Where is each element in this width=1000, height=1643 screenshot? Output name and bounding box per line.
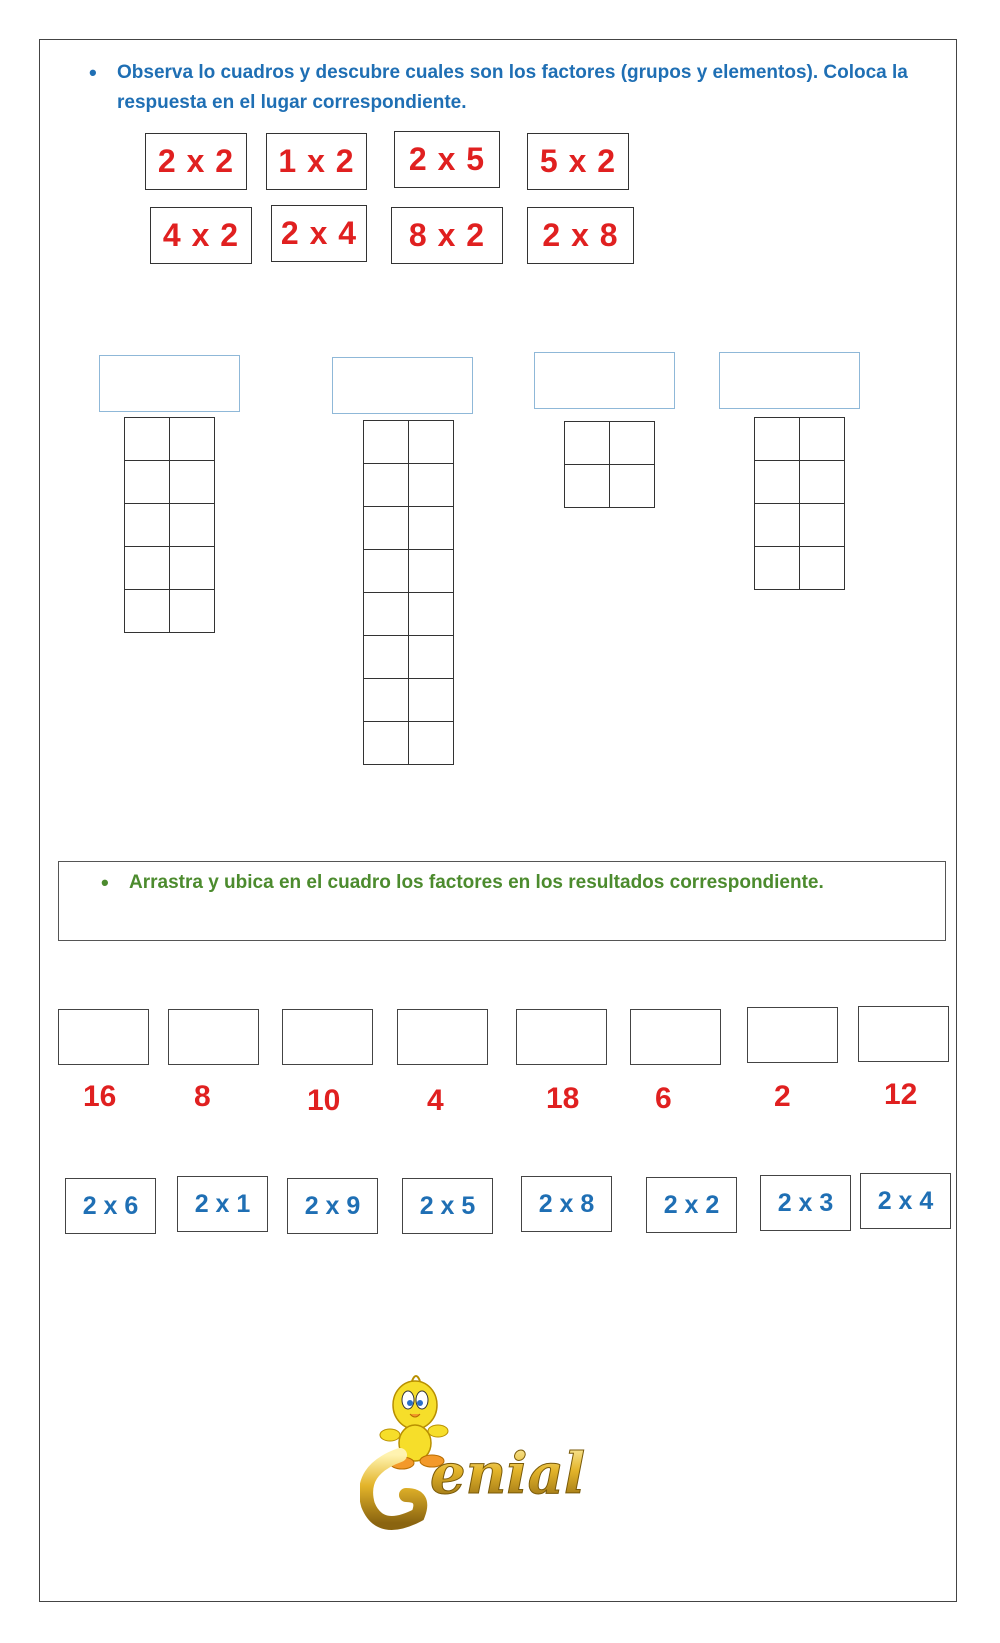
factor-card[interactable]: 4 x 2 [150, 207, 252, 264]
grid-cell [125, 547, 170, 590]
factor-card[interactable]: 2 x 9 [287, 1178, 378, 1234]
grid-cell [610, 465, 655, 508]
result-number: 16 [83, 1080, 117, 1113]
grid-cell [409, 550, 454, 593]
grid-cell [409, 722, 454, 765]
grid-cell [800, 418, 845, 461]
answer-slot[interactable] [332, 357, 473, 414]
grid-cell [409, 636, 454, 679]
drop-slot[interactable] [630, 1009, 721, 1065]
grid-cell [125, 418, 170, 461]
grid-cell [565, 465, 610, 508]
grid-cell [610, 422, 655, 465]
factor-card[interactable]: 2 x 5 [402, 1178, 493, 1234]
grid-cell [364, 722, 409, 765]
grid-cell [409, 679, 454, 722]
result-number: 12 [884, 1078, 918, 1111]
svg-text:enial: enial [430, 1441, 586, 1507]
factor-card[interactable]: 8 x 2 [391, 207, 503, 264]
factor-card[interactable]: 2 x 1 [177, 1176, 268, 1232]
genial-image [360, 1345, 615, 1540]
grid-cell [755, 504, 800, 547]
instruction-text: Observa lo cuadros y descubre cuales son los factores (grupos y elementos). Coloca la respuesta en el lugar correspondiente. [117, 62, 908, 113]
grid-cell [409, 593, 454, 636]
grid-cell [170, 418, 215, 461]
drop-slot[interactable] [397, 1009, 488, 1065]
factor-card[interactable]: 2 x 8 [521, 1176, 612, 1232]
grid-cell [125, 504, 170, 547]
grid-cell [170, 547, 215, 590]
grid-cell [755, 547, 800, 590]
grid-cell [800, 504, 845, 547]
factor-card[interactable]: 1 x 2 [266, 133, 367, 190]
answer-slot[interactable] [534, 352, 675, 409]
instruction-drag [101, 868, 929, 898]
result-number: 18 [546, 1082, 580, 1115]
factor-card[interactable]: 2 x 6 [65, 1178, 156, 1234]
factor-card[interactable]: 2 x 4 [860, 1173, 951, 1229]
grid-cell [170, 590, 215, 633]
drop-slot[interactable] [168, 1009, 259, 1065]
grid-cell [755, 418, 800, 461]
result-number: 6 [655, 1082, 672, 1115]
drop-slot[interactable] [516, 1009, 607, 1065]
result-number: 10 [307, 1084, 341, 1117]
grid-cell [170, 504, 215, 547]
grid-cell [364, 507, 409, 550]
grid-cell [364, 679, 409, 722]
bullet-icon: • [89, 60, 97, 85]
grid-cell [125, 461, 170, 504]
array-grid [754, 417, 845, 590]
factor-card[interactable]: 2 x 4 [271, 205, 367, 262]
grid-cell [364, 550, 409, 593]
factor-card[interactable]: 2 x 8 [527, 207, 634, 264]
result-number: 2 [774, 1080, 791, 1113]
grid-cell [364, 421, 409, 464]
grid-cell [409, 507, 454, 550]
result-number: 8 [194, 1080, 211, 1113]
grid-cell [800, 461, 845, 504]
drop-slot[interactable] [858, 1006, 949, 1062]
grid-cell [364, 593, 409, 636]
result-number: 4 [427, 1084, 444, 1117]
grid-cell [755, 461, 800, 504]
grid-cell [800, 547, 845, 590]
factor-card[interactable]: 2 x 2 [145, 133, 247, 190]
array-grid [124, 417, 215, 633]
factor-card[interactable]: 2 x 3 [760, 1175, 851, 1231]
bullet-icon: • [101, 870, 109, 895]
factor-card[interactable]: 5 x 2 [527, 133, 629, 190]
drop-slot[interactable] [282, 1009, 373, 1065]
factor-card[interactable]: 2 x 5 [394, 131, 500, 188]
instruction-text: Arrastra y ubica en el cuadro los factores en los resultados correspondiente. [129, 872, 824, 893]
grid-cell [565, 422, 610, 465]
grid-cell [125, 590, 170, 633]
answer-slot[interactable] [719, 352, 860, 409]
drop-slot[interactable] [747, 1007, 838, 1063]
grid-cell [170, 461, 215, 504]
instruction-observe [89, 58, 947, 118]
array-grid [363, 420, 454, 765]
grid-cell [364, 636, 409, 679]
grid-cell [409, 421, 454, 464]
drop-slot[interactable] [58, 1009, 149, 1065]
answer-slot[interactable] [99, 355, 240, 412]
grid-cell [409, 464, 454, 507]
grid-cell [364, 464, 409, 507]
array-grid [564, 421, 655, 508]
factor-card[interactable]: 2 x 2 [646, 1177, 737, 1233]
